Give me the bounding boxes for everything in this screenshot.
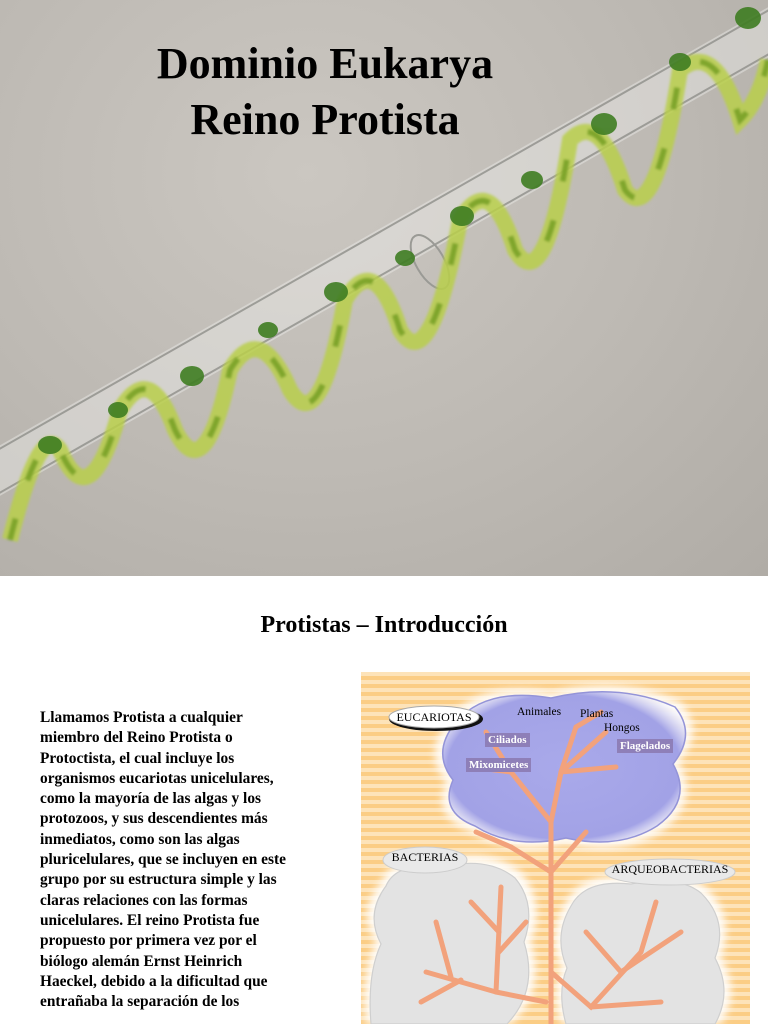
- page-title: Dominio Eukarya: [156, 39, 494, 88]
- label-hongos: Hongos: [604, 722, 640, 734]
- section-title: Protistas – Introducción: [260, 612, 508, 638]
- label-ciliados: Ciliados: [485, 733, 530, 747]
- page-subtitle: Reino Protista: [190, 95, 460, 144]
- label-bacterias: BACTERIAS: [391, 850, 459, 864]
- label-flagelados: Flagelados: [617, 739, 673, 753]
- label-animales: Animales: [517, 706, 562, 718]
- label-arqueobacterias: ARQUEOBACTERIAS: [611, 862, 729, 876]
- intro-paragraph: Llamamos Protista a cualquier miembro del Reino Protista o Protoctista, el cual incluye los organismos eucariotas unicelulares, como la mayoría de las algas y los protozoos, y sus descendientes más inmediatos, como son las algas pluricelulares, que se incluyen en este grupo por su estructura simple y las claras relaciones con las formas unicelulares. El reino Protista fue propuesto por primera vez por el biólogo alemán Ernst Heinrich Haeckel, debido a la dificultad que entrañaba la separación de los: [40, 709, 286, 1011]
- label-eucariotas: EUCARIOTAS: [396, 710, 472, 724]
- label-plantas: Plantas: [580, 708, 614, 720]
- tree-of-life-diagram: [361, 672, 750, 1024]
- label-mixomicetes: Mixomicetes: [466, 758, 531, 772]
